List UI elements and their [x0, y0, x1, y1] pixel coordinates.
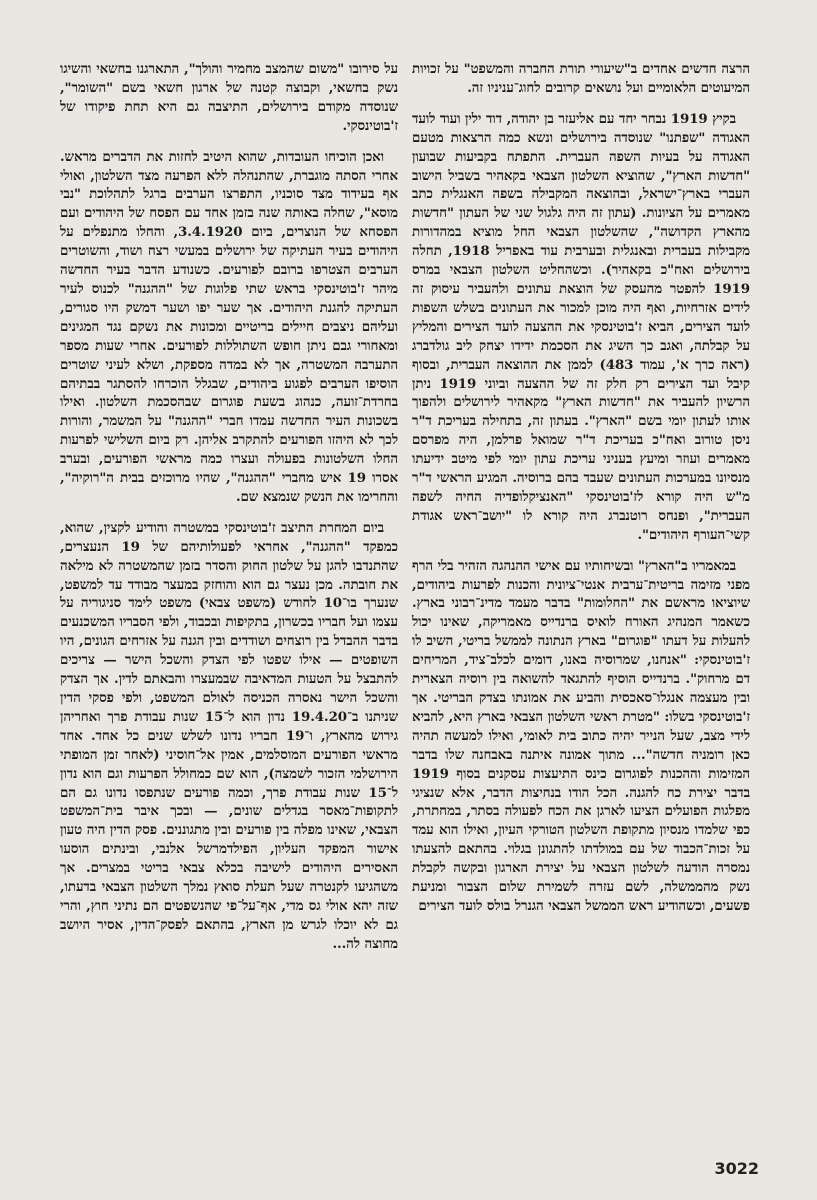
paragraph: ביום המחרת התיצב ז'בוטינסקי במשטרה והודיע לקצין, שהוא, כמפקד "ההגנה", אחראי לפעולותיהם של 19 הנעצרים, שהתנדבו להגן על שלטון החוק והסדר בזמן שהמשטרה לא מילאה את חובתה. מכן נעצר גם הוא והוחזק במעצר מבודד עד למשפט, שנערך בו־10 לחודש (משפט צבאי) משפט לימד סניגוריה על עצמו ועל חבריו בכשרון, בתקיפות ובכבוד, ולפי הסבריו המשכנעים בדבר ההבדל בין רוצחים ושודדים ובין הגנה על אזרחים הגונים, היו השופטים — אילו שפטו לפי הצדק והשכל הישר — צריכים להתבצל על הטעות המדאיבה שבמעצרו והבאתם לדין. אך הצדק והשכל הישר נאסרה הכניסה לאולם המשפט, ולפי פסקי הדין שניתנו ב־19.4.20 נדון הוא ל־15 שנות עבודת פרך ואחריהן גירוש מהארץ, ו־19 חבריו נדונו לשלש שנים כל אחד. אחד מראשי הפורעים המוסלמים, אמין אל־חוסיני (לאחר זמן המופתי הירושלמי הזכור לשמצה), הוא שם כמחולל הפרעות וגם הוא נדון ל־15 שנות עבודת פרך, וכמה פורעים שנתפסו נדונו גם הם לתקופות־מאסר בגדלים שונים, — ובכך איבר בית־המשפט הצבאי, שאינו מפלה בין פורעים ובין מתגוננים. פסק הדין היה טעון אישור המפקד העליון, הפילדמרשל אלנבי, ובינתים הוסעו האסירים היהודים לישיבה בכלא צבאי בריטי במצרים. אך משהגיעו לקנטרה שעל תעלת סואץ נמלך השלטון הצבאי בדעתו, שזה יהא אולי גס מדי, אף־על־פי שהנשפטים הם נתיני חוץ, והרי גם לא יוכלו לגרש מן הארץ, בהתאם לפסק־הדין, אסיר היושב מחוצה לה... — [60, 519, 399, 952]
paragraph: בקיץ 1919 נבחר יחד עם אליעזר בן יהודה, דוד ילין ועוד לועד האגודה "שפתנו" שנוסדה בירושלים ונשא כמה הרצאות מטעם האגודה על בעיות השפה העברית. התפתח בקביעות שבועון "חדשות הארץ", שהוציא השלטון הצבאי בקאהיר בשביל הישוב העברי בארץ־ישראל, ובהוצאה המקבילה בשפה האנגלית כתב מאמרים על הציונות. (עתון זה היה גלגול שני של העתון "חדשות מהארץ הקדושה", שהשלטון הצבאי החל מוציא במהדורות מקבילות בעברית ובאנגלית ובערבית עוד באפריל 1918, תחלה בירושלים ואח"כ בקאהיר). וכשהחליט השלטון הצבאי במרס 1919 להפטר מהעסק של הוצאת עתונים ולהעביר עיסוק זה לידים אזרחיות, ואף היה מוכן למכור את העתונים בשלש השפות לועד הצירים, הביא ז'בוטינסקי את ההצעה לועד הצירים והמליץ על קבלתה, ואגב כך השיג את הסכמת ידידו יצחק ליב גולדברג (ראה כרך א', עמוד 483) לממן את ההוצאה העברית, ובסוף קיבל ועד הצירים רק חלק זה של ההצעה וביוני 1919 ניתן הרשיון להעביר את "חדשות הארץ" מקאהיר לירושלים ולהפוך אותו לעתון יומי בשם "הארץ". בעתון זה, בתחילה בעריכת ד"ר ניסן טורוב ואח"כ בעריכת ד"ר שמואל פרלמן, היה מפרסם מאמרים ועוזר ומיעץ בעניני עריכת עתון יומי לפי מיטב ידיעתו מנסיונו במערכות העתונים שעבד בהם ברוסיה. המגיע הראשי ד"ר מ"ש היה קורא לז'בוטינסקי "האנציקלופדיה החיה לשפה העברית", ופנחס רוטנברג היה קורא לו "יושב־ראש אגודת קשי־העורף היהודים". — [412, 110, 751, 543]
paragraph: הרצה חדשים אחדים ב"שיעורי תורת החברה והמשפט" על זכויות המיעוטים הלאומיים ועל נושאים קרובים לחוג־עניניו זה. — [412, 61, 750, 96]
paragraph: במאמריו ב"הארץ" ובשיחותיו עם אישי ההנהגה הזהיר בלי הרף מפני מזימה בריטית־ערבית אנטי־ציונית והכנות לפרעות ביהודים, שיוציאו מראשם את "החלומות" בדבר מעמד מדינ־רבוני בארץ. כשאמר המנהיג האורח לואיס ברנדייס מאמריקה, שאינו יכול להעלות על דעתו "פוגרום" בארץ הנתונה לממשל בריטי, השיב לו ז'בוטינסקי: "אנחנו, שמרוסיה באנו, דומים לכלב־ציד, המריחים דם מרחוק". ברנדייס הוסיף להתגאד להשואה בין רוסיה הצארית ובין מעצמה אנגלו־סאכסית והביע את אמונתו בצדק הבריטי. אך ז'בוטינסקי בשלו: "מטרת ראשי השלטון הצבאי בארץ היא, להביא לידי מצב, שעל הנייר יהיה כתוב בית לאומי, ואילו למעשה תהיה כאן רומניה חדשה"... מתוך אמונה איתנה באבחנה שלו בדבר המזימות וההכנות לפוגרום כינס התיעצות עסקנים בסוף 1919 בדבר יצירת כח להגנה. הכל הודו בנחיצות הדבר, אלא שנציגי מפלגות הפועלים הציעו לארגן את הכח לפעולה בסתר, במחתרת, כפי שלמדו מנסיון מתקופת השלטון הטורקי העיון, ואילו הוא עמד על זכות־הכבוד של עם במולדתו להתגונן בגלוי. בהתאם להצעתו נמסרה הודעה לשלטון הצבאי על יצירת הארגון ובקשה לקבלת נשק מהממשלה, לשם עזרה לשמירת שלום הצבור ומניעת פשעים, וכשהודיע ראש הממשל הצבאי הגנרל בולס לועד הצירים — [412, 557, 750, 914]
paragraph: על סירובו "משום שהמצב מחמיר והולך", התארגנו בחשאי והשיגו נשק בחשאי, וקבוצה קטנה של ארגון חשאי בשם "השומר", שנוסדה מקודם בירושלים, התיצבה גם היא תחת פיקודו של ז'בוטינסקי. — [60, 61, 398, 134]
page-number: 3022 — [714, 1159, 759, 1178]
left-column — [60, 60, 398, 966]
right-column — [412, 60, 750, 928]
paragraph: ואכן הוכיחו העובדות, שהוא היטיב לחזות את הדברים מראש. אחרי הסתה מוגברת, שהתנהלה ללא הפרעה מצד השלטון, ואולי אף בעידוד מצד סוכניו, התפרצו הערבים ברגל לתהלוכת "נבי מוסא", שחלה באותה שנה בזמן אחד עם הפסח של היהודים ועם הפסחא של הנוצרים, ביום 3.4.1920, והחלו מתנפלים על היהודים בעיר העתיקה של ירושלים במעשי רצח ושוד, והשוטרים הערבים הצטרפו ברובם לפורעים. כשנודע הדבר בעיר החדשה מיהר ז'בוטינסקי בראש שתי פלוגות של "ההגנה" לכנוס לעיר העתיקה להגנת היהודים. אך שער יפו ושער דמשק היו סגורים, ועליהם ניצבים חיילים בריטיים ומכונות את נשקם נגד המגינים ומאחורי גבם ניתן חופש השתוללות לפורעים. אחרי שעות מספר התערבה המשטרה, אך לא במדה מספקת, ושלא לעיני שוטרים הוסיפו הערבים לפגוע ביהודים, שבגלל הוכרחו להסתגר בבתיהם בחרדת־זועה, כנהוג בשעת פוגרום שבהסכמת השלטון. ואילו בשכונות העיר החדשה עמדו חברי "ההגנה" על המשמר, והורות לכך לא היהזו הפורעים להתקרב אליהן. רק ביום השלישי לפרעות החלו השלטונות בפעולה ועצרו כמה מראשי הפורעים, ובערב אסרו 19 איש מחברי "ההגנה", שהיו מרוכזים בבית ה"רוקיה", והחרימו את הנשק שנמצא שם. — [60, 148, 398, 505]
